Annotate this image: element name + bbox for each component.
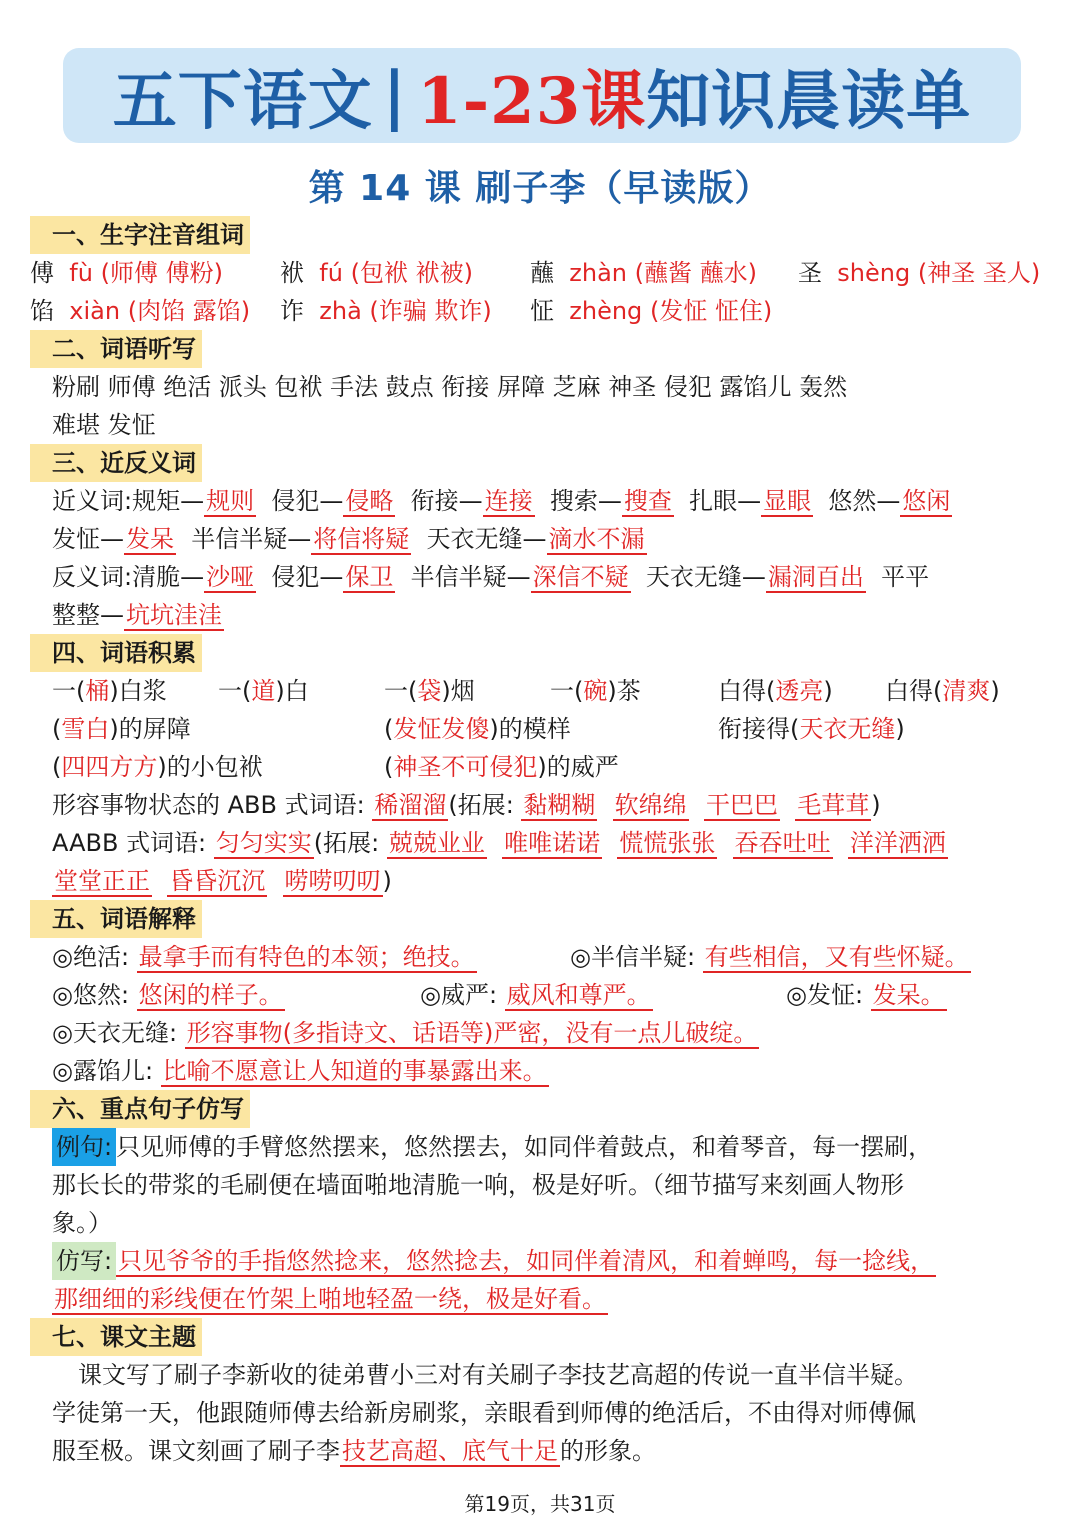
section-heading: 四、词语积累 (30, 634, 202, 672)
char-entry: 馅 xiàn (肉馅 露馅) (30, 297, 251, 325)
definition-row: ◎绝活: 最拿手而有特色的本领；绝技。 ◎半信半疑: 有些相信，又有些怀疑。 (52, 943, 969, 971)
definition-row: ◎天衣无缝: 形容事物(多指诗文、话语等)严密，没有一点儿破绽。 (52, 1019, 758, 1047)
section-heading: 一、生字注音组词 (30, 216, 250, 254)
phrase-row: (四四方方)的小包袱 (神圣不可侵犯)的威严 (52, 753, 619, 781)
title-range: 1-23课 (417, 63, 647, 139)
aabb-row: AABB 式词语: 匀匀实实(拓展: 兢兢业业 唯唯诺诺 慌慌张张 吞吞吐吐 洋洋洒洒 (52, 829, 946, 857)
title-banner (63, 48, 1021, 143)
section-heading: 五、词语解释 (30, 900, 202, 938)
document-body (30, 216, 1050, 1470)
aabb-row: 堂堂正正 昏昏沉沉 唠唠叨叨) (54, 867, 392, 895)
char-entry: 傅 fù (师傅 傅粉) (30, 259, 223, 287)
example-tag: 例句: (52, 1128, 116, 1166)
abb-row: 形容事物状态的 ABB 式词语: 稀溜溜(拓展: 黏糊糊 软绵绵 干巴巴 毛茸茸) (52, 791, 881, 819)
section-heading: 二、词语听写 (30, 330, 202, 368)
theme-paragraph: 服至极。课文刻画了刷子李技艺高超、底气十足的形象。 (52, 1437, 656, 1465)
char-row (30, 292, 1050, 330)
char-entry: 蘸 zhàn (蘸酱 蘸水) (530, 259, 757, 287)
dictation-words: 难堪 发怔 (52, 411, 156, 439)
phrase-row: (雪白)的屏障 (发怔发傻)的模样 衔接得(天衣无缝) (52, 715, 905, 743)
section-heading: 三、近反义词 (30, 444, 202, 482)
section-heading: 六、重点句子仿写 (30, 1090, 250, 1128)
dictation-words: 粉刷 师傅 绝活 派头 包袱 手法 鼓点 衔接 屏障 芝麻 神圣 侵犯 露馅儿 轰然 (52, 373, 848, 401)
definition-row: ◎悠然: 悠闲的样子。 ◎威严: 威风和尊严。 ◎发怔: 发呆。 (52, 981, 945, 1009)
title-grade: 五下语文 (112, 63, 373, 139)
char-entry: 圣 shèng (神圣 圣人) (798, 259, 1041, 287)
imitation-sentence: 那细细的彩线便在竹架上啪地轻盈一绕，极是好看。 (54, 1285, 606, 1313)
char-entry: 怔 zhèng (发怔 怔住) (530, 297, 773, 325)
example-sentence: 象。） (52, 1209, 112, 1237)
measure-row: 一(桶)白浆 一(道)白 一(袋)烟 一(碗)茶 白得(透亮) 白得(清爽) (52, 677, 1000, 705)
char-row (30, 254, 1050, 292)
imitation-tag: 仿写: (52, 1242, 116, 1280)
title-doc: 知识晨读单 (646, 63, 972, 139)
definition-row: ◎露馅儿: 比喻不愿意让人知道的事暴露出来。 (52, 1057, 547, 1085)
example-sentence: 那长长的带浆的毛刷便在墙面啪地清脆一响，极是好听。（细节描写来刻画人物形 (52, 1171, 904, 1199)
synonym-row: 发怔—发呆 半信半疑—将信将疑 天衣无缝—滴水不漏 (52, 525, 645, 553)
char-entry: 袱 fú (包袱 袱被) (280, 259, 473, 287)
lesson-title: 第 14 课 刷子李（早读版） (308, 168, 772, 209)
example-sentence: 例句: 只见师傅的手臂悠然摆来，悠然摆去，如同伴着鼓点，和着琴音，每一摆刷， (30, 1128, 1050, 1166)
section-heading: 七、课文主题 (30, 1318, 202, 1356)
antonym-row: 反义词:清脆—沙哑 侵犯—保卫 半信半疑—深信不疑 天衣无缝—漏洞百出 平平 (52, 563, 930, 591)
title-divider: | (382, 58, 408, 133)
page-number: 第19页，共31页 (464, 1492, 616, 1516)
theme-paragraph: 课文写了刷子李新收的徒弟曹小三对有关刷子李技艺高超的传说一直半信半疑。 (78, 1361, 918, 1389)
theme-paragraph: 学徒第一天，他跟随师傅去给新房刷浆，亲眼看到师傅的绝活后，不由得对师傅佩 (52, 1399, 916, 1427)
char-entry: 诈 zhà (诈骗 欺诈) (280, 297, 492, 325)
synonym-row: 近义词:规矩—规则 侵犯—侵略 衔接—连接 搜索—搜查 扎眼—显眼 悠然—悠闲 (52, 487, 951, 515)
imitation-sentence: 仿写: 只见爷爷的手指悠然捻来，悠然捻去，如同伴着清风，和着蝉鸣，每一捻线， (30, 1242, 1050, 1280)
antonym-row: 整整—坑坑洼洼 (52, 601, 222, 629)
